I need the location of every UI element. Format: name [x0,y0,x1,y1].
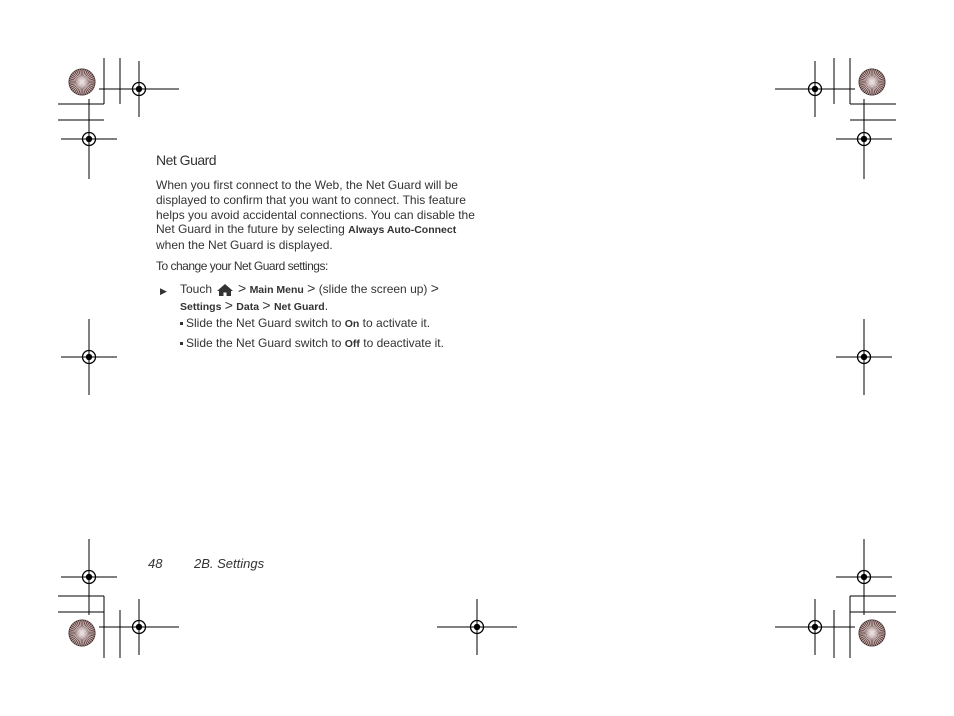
starburst-icon [859,69,885,95]
list-item [180,316,480,330]
registration-target-icon [836,319,892,395]
registration-target-icon [836,99,892,179]
section-label: 2B. Settings [194,556,265,571]
registration-target-icon [775,599,855,655]
square-bullet-icon [180,342,183,345]
path-data: Data [236,301,260,313]
list-item [180,336,480,350]
registration-target-icon [836,539,892,615]
intro-text-end: when the Net Guard is displayed. [156,238,333,253]
lead-in-text: To change your Net Guard settings: [156,259,328,273]
starburst-icon [859,620,885,646]
page-number: 48 [148,556,163,571]
list-item-bold: Off [344,338,360,350]
page-title: Net Guard [156,152,217,168]
registration-target-icon [437,599,517,655]
sep-3: > [430,280,439,296]
list-item-text-end: to activate it. [359,316,431,330]
intro-text: When you first connect to the Web, the Net Guard will be displayed to confirm that you want to connect. This feature helps you avoid accidental connections. You can disable the Net Guard in the future by selecting [156,178,475,237]
home-icon [216,283,234,297]
step-touch: Touch [180,282,213,296]
path-main-menu: Main Menu [249,284,304,296]
path-period: . [324,299,329,313]
registration-target-icon [61,539,117,615]
sep-5: > [262,297,271,313]
registration-target-icon [61,99,117,179]
intro-bold-option: Always Auto-Connect [348,224,457,237]
registration-target-icon [99,599,179,655]
path-net-guard: Net Guard [273,301,325,313]
sep-4: > [224,297,233,313]
list-item-text: Slide the Net Guard switch to [186,336,345,350]
square-bullet-icon [180,322,183,325]
step-bullet-icon: ▶ [160,286,167,296]
list-item-bold: On [344,318,360,330]
registration-target-icon [61,319,117,395]
registration-target-icon [99,61,179,117]
starburst-icon [69,620,95,646]
path-settings: Settings [180,301,222,313]
starburst-icon [69,69,95,95]
sep-2: > [307,280,316,296]
list-item-text-end: to deactivate it. [359,336,444,350]
path-note: (slide the screen up) [318,282,428,296]
intro-paragraph [156,178,476,253]
registration-target-icon [775,61,855,117]
list-item-text: Slide the Net Guard switch to [186,316,345,330]
sep-1: > [238,280,247,296]
